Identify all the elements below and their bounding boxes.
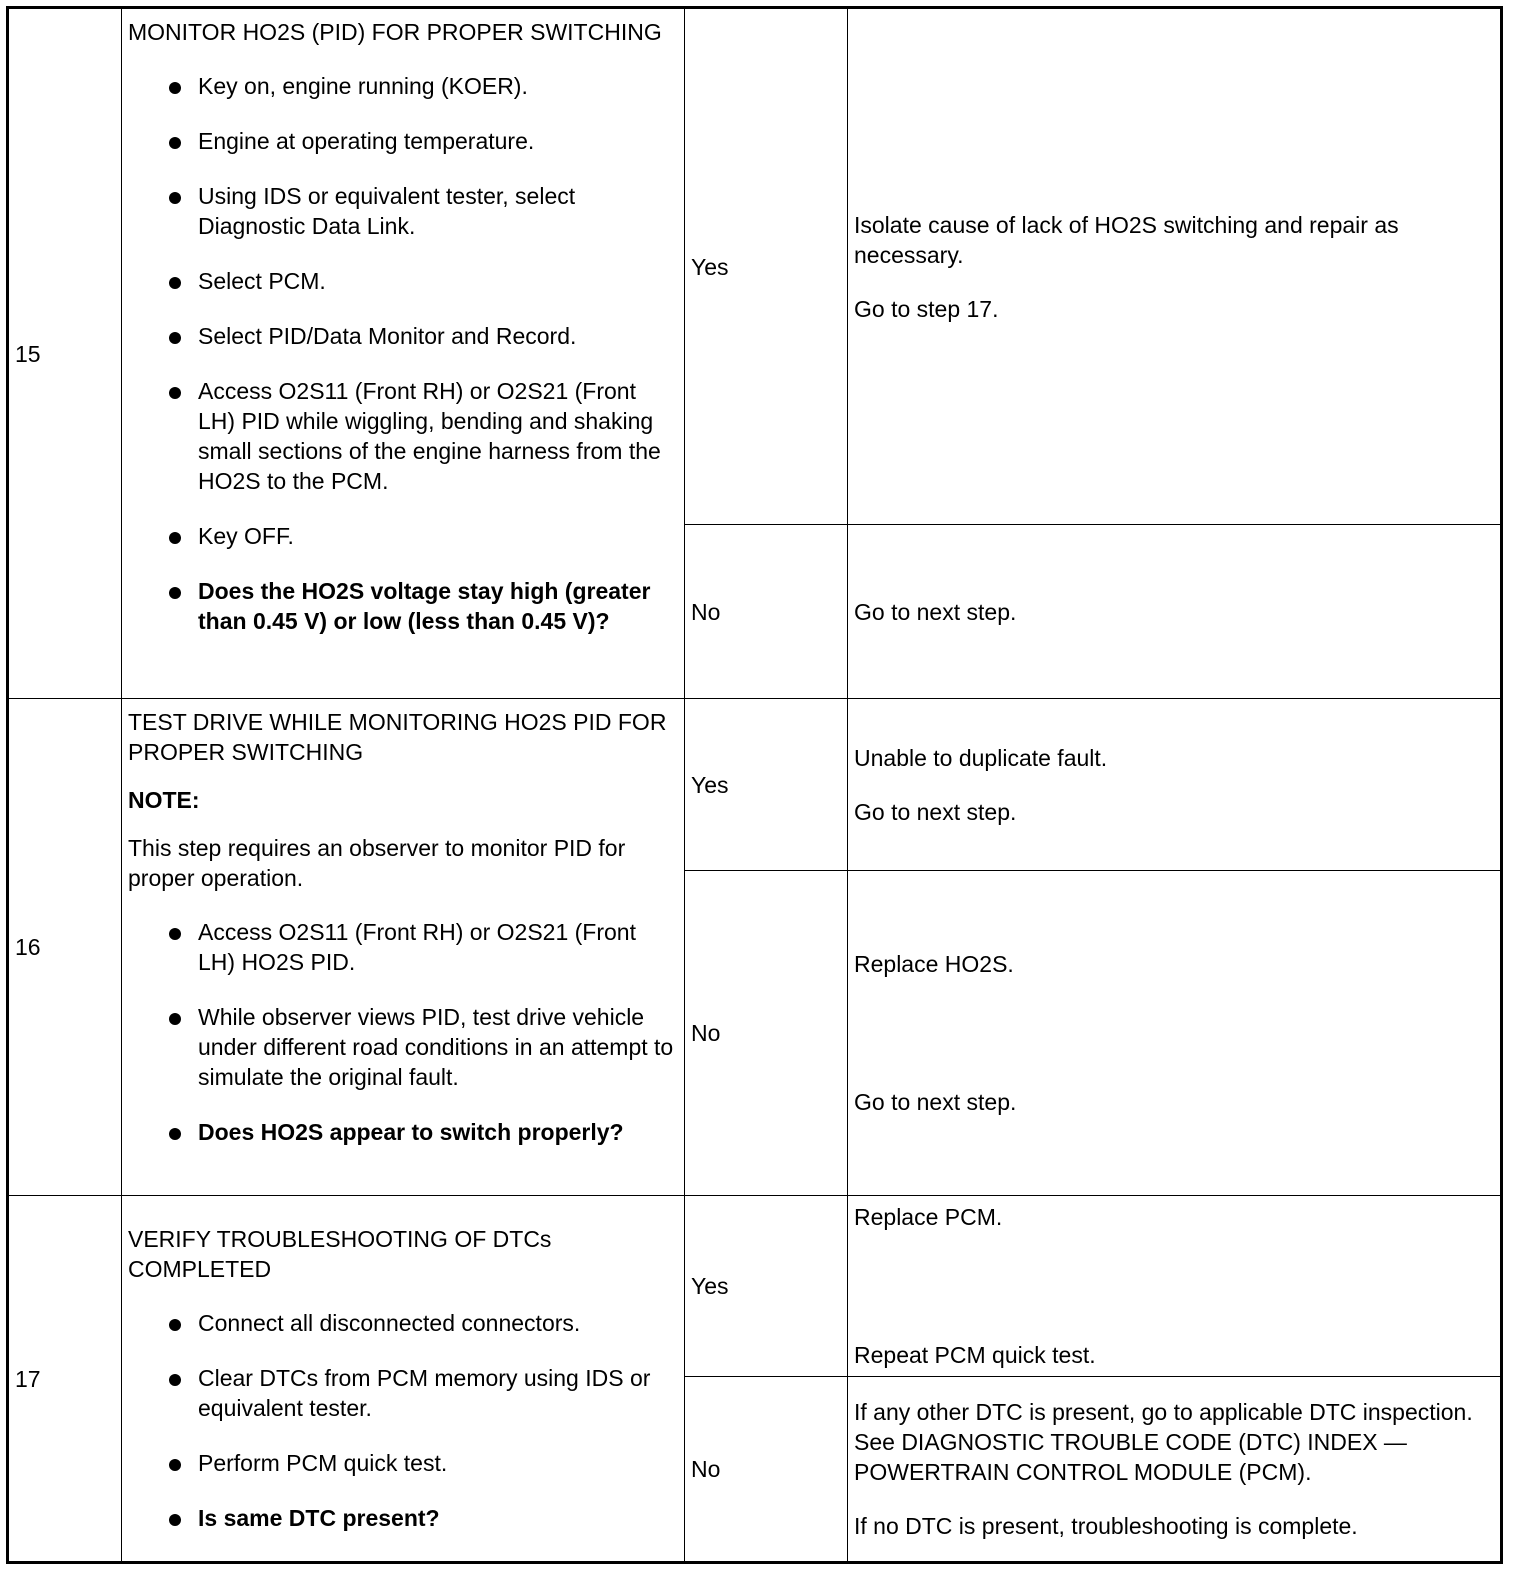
bullet-item: Using IDS or equivalent tester, select Diagnostic Data Link. [198,165,678,250]
yes-goto-text: Go to step 17. [854,295,999,322]
yes-label: Yes [685,1196,848,1377]
step-question: Does HO2S appear to switch properly? [198,1101,678,1156]
yes-result [848,699,1502,871]
step-17-yes-row [8,1196,1502,1377]
bullet-item: Access O2S11 (Front RH) or O2S21 (Front LH) HO2S PID. [198,901,678,986]
bullet-item: Connect all disconnected connectors. [198,1292,678,1347]
bullet-item: While observer views PID, test drive vehicle under different road conditions in an attempt to simulate the original fault. [198,986,678,1101]
yes-goto-text: Repeat PCM quick test. [854,1342,1096,1368]
diagnostic-step-table [6,6,1503,1564]
yes-label: Yes [685,8,848,525]
bullet-item: Engine at operating temperature. [198,110,678,165]
step-number: 15 [8,8,122,699]
bullet-item: Key on, engine running (KOER). [198,55,678,110]
no-action-text: Replace HO2S. [854,951,1014,977]
step-action [122,699,685,1196]
step-question: Does the HO2S voltage stay high (greater than 0.45 V) or low (less than 0.45 V)? [198,560,678,645]
no-result [848,871,1502,1196]
step-action [122,1196,685,1563]
no-action-text: If any other DTC is present, go to applicable DTC inspection. See DIAGNOSTIC TROUBLE CODE (DTC) INDEX — POWERTRAIN CONTROL MODULE (PCM). [854,1399,1473,1485]
no-action-text: Go to next step. [854,598,1017,625]
yes-action-text: Isolate cause of lack of HO2S switching and repair as necessary. [854,211,1399,268]
bullet-item: Select PCM. [198,250,678,305]
step-title: TEST DRIVE WHILE MONITORING HO2S PID FOR PROPER SWITCHING [128,709,667,765]
note-label: NOTE: [128,787,200,813]
no-result [848,525,1502,699]
bullet-item: Select PID/Data Monitor and Record. [198,305,678,360]
step-15-yes-row [8,8,1502,525]
no-label: No [685,525,848,699]
no-goto-text: If no DTC is present, troubleshooting is complete. [854,1513,1358,1539]
yes-action-text: Unable to duplicate fault. [854,744,1108,771]
no-result [848,1377,1502,1563]
bullet-item: Key OFF. [198,505,678,560]
step-question: Is same DTC present? [198,1487,678,1542]
no-label: No [685,871,848,1196]
no-label: No [685,1377,848,1563]
step-bullet-list [128,1292,678,1542]
bullet-item: Perform PCM quick test. [198,1432,678,1487]
step-bullet-list [128,55,678,645]
yes-action-text: Replace PCM. [854,1204,1003,1230]
yes-label: Yes [685,699,848,871]
bullet-item: Access O2S11 (Front RH) or O2S21 (Front LH) PID while wiggling, bending and shaking small sections of the engine harness from the HO2S to the PCM. [198,360,678,505]
no-goto-text: Go to next step. [854,1089,1017,1115]
step-title: VERIFY TROUBLESHOOTING OF DTCs COMPLETED [128,1226,552,1282]
bullet-item: Clear DTCs from PCM memory using IDS or equivalent tester. [198,1347,678,1432]
step-bullet-list [128,901,678,1156]
note-text: This step requires an observer to monitor PID for proper operation. [128,835,626,891]
yes-result [848,1196,1502,1377]
step-action [122,8,685,699]
step-title: MONITOR HO2S (PID) FOR PROPER SWITCHING [128,19,662,45]
step-number: 17 [8,1196,122,1563]
yes-goto-text: Go to next step. [854,798,1017,825]
step-number: 16 [8,699,122,1196]
step-16-yes-row [8,699,1502,871]
yes-result [848,8,1502,525]
